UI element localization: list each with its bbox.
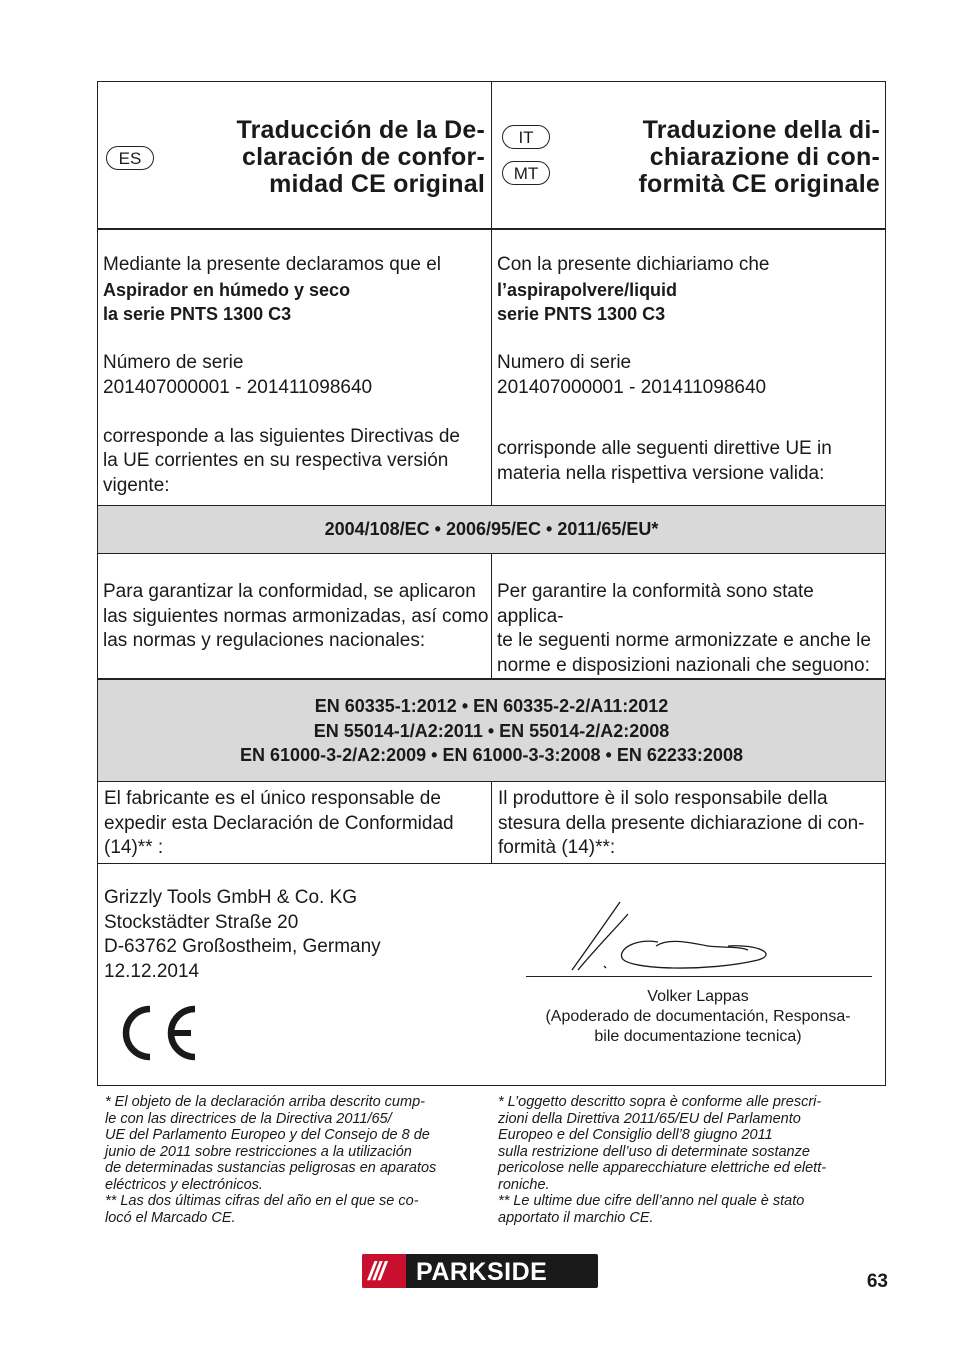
logo-stripes-icon: /// (368, 1256, 384, 1286)
product-series: serie PNTS 1300 C3 (497, 304, 666, 324)
logo-wordmark: PARKSIDE (416, 1258, 548, 1286)
declaration-date: 12.12.2014 (104, 960, 200, 982)
column-divider (491, 553, 492, 678)
rule (98, 505, 885, 506)
language-badge-es: ES (106, 146, 154, 170)
language-badge-mt: MT (502, 161, 550, 185)
column-divider (491, 781, 492, 863)
signature-line (526, 976, 872, 977)
language-badge-it: IT (502, 125, 550, 149)
intro-es: Mediante la presente declaramos que el Aspirador en húmedo y seco la serie PNTS 1300 C3 Número de serie 201407000001 - 201411098640 corresponde a las siguientes Directivas de la UE corrientes en su respectiva versión vigente: (103, 253, 488, 498)
signatory: Volker Lappas (Apoderado de documentación, Responsa- bile documentazione tecnica) (518, 987, 878, 1047)
rule (98, 863, 885, 864)
parkside-logo (362, 1254, 598, 1288)
es-title: Traducción de la De- claración de confor- midad CE original (236, 116, 485, 198)
directives-list: 2004/108/EC • 2006/95/EC • 2011/65/EU* (324, 519, 659, 539)
page-number: 63 (866, 1271, 888, 1292)
norms-intro-it: Per garantire la conformità sono state applica- te le seguenti norme armonizzate e anche le norme e disposizioni nazionali che seguono: (497, 581, 871, 676)
product-series: la serie PNTS 1300 C3 (103, 304, 292, 324)
intro-it: Con la presente dichiariamo che l’aspirapolvere/liquid serie PNTS 1300 C3 Numero di serie 201407000001 - 201411098640 corrisponde alle seguenti direttive UE in materia nella rispettiva versione valida: (497, 253, 882, 486)
rule (98, 678, 885, 680)
product-name: l’aspirapolvere/liquid (497, 279, 678, 300)
ce-mark-icon (111, 1005, 199, 1061)
declaration-table (97, 81, 886, 1086)
norms-list: EN 60335-1:2012 • EN 60335-2-2/A11:2012 EN 55014-1/A2:2011 • EN 55014-2/A2:2008 EN 61000-3-2/A2:2009 • EN 61000-3-3:2008 • EN 62233:2008 (240, 696, 743, 765)
responsibility-it: Il produttore è il solo responsabile della stesura della presente dichiarazione di con- formità (14)**: (498, 788, 865, 858)
product-name: Aspirador en húmedo y seco (103, 279, 351, 300)
norms-intro-es: Para garantizar la conformidad, se aplicaron las siguientes normas armonizadas, así como las normas y regulaciones nacionales: (103, 581, 489, 651)
manufacturer-name: Grizzly Tools GmbH & Co. KG (104, 887, 358, 908)
signature-icon (558, 898, 798, 978)
footnotes-es: * El objeto de la declaración arriba descrito cump- le con las directrices de la Directiva 2011/65/ UE del Parlamento Europeo y del Consejo de 8 de junio de 2011 sobre restricciones a la utilización de determinadas sustancias peligrosas en aparatos eléctricos y electrónicos. ** Las dos últimas cifras del año en el que se co- locó el Marcado CE. (105, 1094, 437, 1226)
serial-range: 201407000001 - 201411098640 (103, 376, 373, 398)
it-title: Traduzione della di- chiarazione di con- formità CE originale (638, 116, 880, 198)
footnotes-it: * L’oggetto descritto sopra è conforme alle prescri- zioni della Direttiva 2011/65/EU del Parlamento Europeo e del Consiglio dell’8 giugno 2011 sulla restrizione dell’uso di determinate sostanze pericolose nelle apparecchiature elettriche ed elett- roniche. ** Le ultime due cifre dell’anno nel quale è stato apportato il marchio CE. (498, 1094, 827, 1226)
responsibility-es: El fabricante es el único responsable de expedir esta Declaración de Conformidad (14)** : (104, 788, 454, 858)
signatory-name: Volker Lappas (647, 988, 749, 1005)
column-divider (491, 82, 492, 505)
serial-range: 201407000001 - 201411098640 (497, 376, 767, 398)
manufacturer-address: Grizzly Tools GmbH & Co. KG Stockstädter Straße 20 D-63762 Großostheim, Germany 12.12.2014 (104, 886, 490, 984)
